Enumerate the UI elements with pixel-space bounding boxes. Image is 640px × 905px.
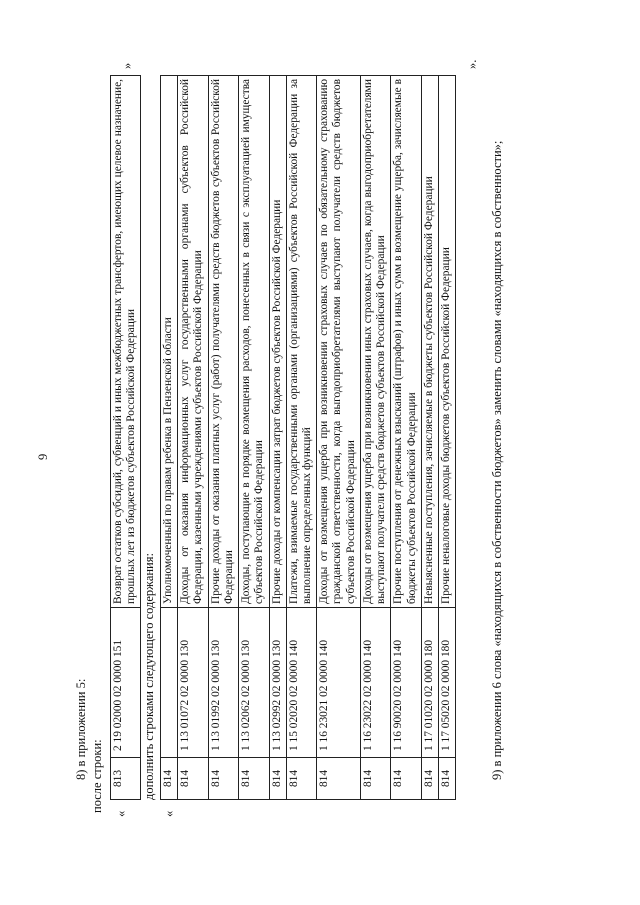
item-9-text: 9) в приложении 6 слова «находящихся в собственности бюджетов» заменить словами «находящихся в собственности»; xyxy=(490,140,504,780)
kbk-cell: 1 17 01020 02 0000 180 xyxy=(421,608,438,758)
admin-code-cell: 813 xyxy=(111,758,141,800)
open-quote-1: « xyxy=(114,810,128,817)
kbk-cell: 1 16 23021 02 0000 140 xyxy=(317,608,361,758)
kbk-cell: 2 19 02000 02 0000 151 xyxy=(111,608,141,758)
revenue-name-cell: Возврат остатков субсидий, субвенций и иных межбюджетных трансфертов, имеющих целевое назначение, прошлых лет из бюджетов субъектов Российской Федерации xyxy=(111,76,141,608)
page-number: 9 xyxy=(36,453,50,460)
revenue-name-cell: Доходы, поступающие в порядке возмещения расходов, понесенных в связи с эксплуатацией имущества субъектов Российской Федерации xyxy=(239,76,269,608)
admin-code-cell: 814 xyxy=(161,758,178,800)
revenue-name-cell: Прочие доходы от оказания платных услуг (работ) получателями средств бюджетов субъектов Российской Федерации xyxy=(208,76,238,608)
revenue-name-cell: Доходы от оказания информационных услуг государственными органами субъектов Российской Федерации, казенными учреждениями субъектов Российской Федерации xyxy=(178,76,208,608)
kbk-cell: 1 13 01992 02 0000 130 xyxy=(208,608,238,758)
admin-code-cell: 814 xyxy=(438,758,455,800)
kbk-cell: 1 15 02020 02 0000 140 xyxy=(286,608,316,758)
kbk-cell: 1 16 23022 02 0000 140 xyxy=(360,608,390,758)
close-quote-1: » xyxy=(120,62,134,69)
table-row xyxy=(111,76,141,800)
table-row xyxy=(178,76,208,800)
table-row xyxy=(286,76,316,800)
after-row-label: после строки: xyxy=(90,739,104,813)
revenue-name-cell: Уполномоченный по правам ребенка в Пензенской области xyxy=(161,76,178,608)
revenue-name-cell: Прочие доходы от компенсации затрат бюджетов субъектов Российской Федерации xyxy=(269,76,286,608)
kbk-cell xyxy=(161,608,178,758)
revenue-name-cell: Прочие неналоговые доходы бюджетов субъектов Российской Федерации xyxy=(438,76,455,608)
item-8-heading: 8) в приложении 5: xyxy=(74,678,88,780)
open-quote-2: « xyxy=(162,810,176,817)
admin-code-cell: 814 xyxy=(421,758,438,800)
table-row xyxy=(208,76,238,800)
table-row xyxy=(239,76,269,800)
table-row xyxy=(421,76,438,800)
revenue-name-cell: Доходы от возмещения ущерба при возникновении страховых случаев по обязательному страхованию гражданской ответственности, когда выгодоприобретателями выступают получатели средств бюджетов субъектов Российской Федерации xyxy=(317,76,361,608)
revenue-name-cell: Прочие поступления от денежных взысканий (штрафов) и иных сумм в возмещение ущерба, зачисляемые в бюджеты субъектов Российской Федерации xyxy=(391,76,421,608)
admin-code-cell: 814 xyxy=(178,758,208,800)
revenue-name-cell: Невыясненные поступления, зачисляемые в бюджеты субъектов Российской Федерации xyxy=(421,76,438,608)
table-row xyxy=(360,76,390,800)
admin-code-cell: 814 xyxy=(239,758,269,800)
table-row xyxy=(161,76,178,800)
kbk-cell: 1 16 90020 02 0000 140 xyxy=(391,608,421,758)
admin-code-cell: 814 xyxy=(360,758,390,800)
kbk-cell: 1 13 01072 02 0000 130 xyxy=(178,608,208,758)
admin-code-cell: 814 xyxy=(208,758,238,800)
table-row xyxy=(269,76,286,800)
admin-code-cell: 814 xyxy=(391,758,421,800)
table-row xyxy=(438,76,455,800)
table-row xyxy=(391,76,421,800)
admin-code-cell: 814 xyxy=(317,758,361,800)
kbk-cell: 1 13 02062 02 0000 130 xyxy=(239,608,269,758)
revenue-name-cell: Платежи, взимаемые государственными органами (организациями) субъектов Российской Федерации за выполнение определенных функций xyxy=(286,76,316,608)
kbk-cell: 1 13 02992 02 0000 130 xyxy=(269,608,286,758)
add-rows-text: дополнить строками следующего содержания: xyxy=(142,553,156,800)
kbk-cell: 1 17 05020 02 0000 180 xyxy=(438,608,455,758)
close-quote-2: ». xyxy=(465,59,479,69)
admin-code-cell: 814 xyxy=(286,758,316,800)
added-rows-table xyxy=(160,75,456,800)
preceding-row-table xyxy=(110,75,141,800)
table-row xyxy=(317,76,361,800)
admin-code-cell: 814 xyxy=(269,758,286,800)
revenue-name-cell: Доходы от возмещения ущерба при возникновении иных страховых случаев, когда выгодоприобретателями выступают получатели средств бюджетов субъектов Российской Федерации xyxy=(360,76,390,608)
